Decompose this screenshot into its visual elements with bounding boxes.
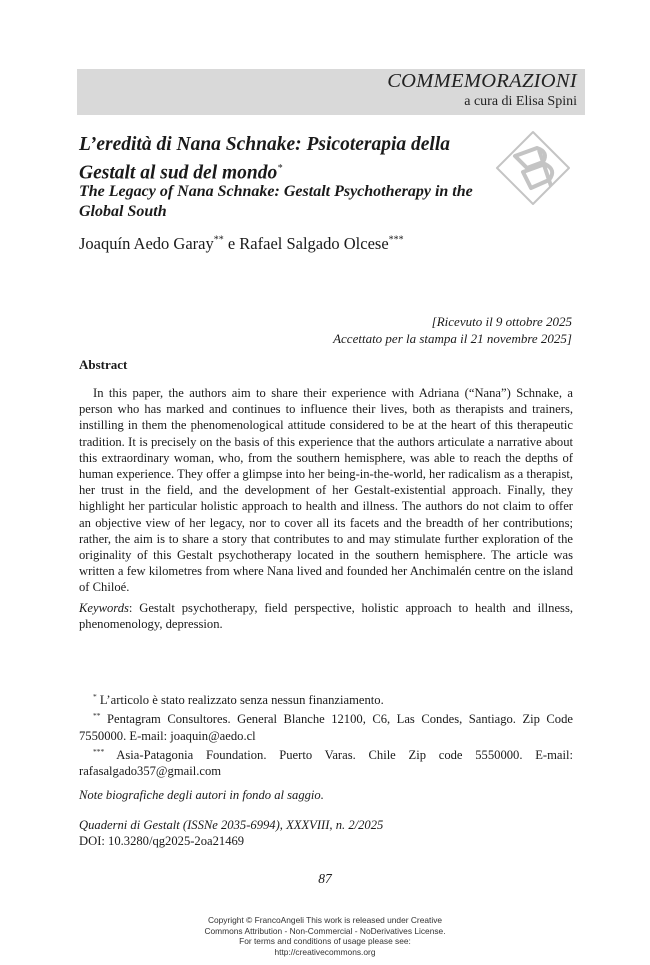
- authors-line: [79, 234, 404, 254]
- keywords: [79, 600, 573, 632]
- section-editor: a cura di Elisa Spini: [464, 94, 577, 109]
- footnote-mark: ***: [93, 746, 105, 756]
- footnotes: [79, 689, 573, 780]
- author-2-mark: ***: [388, 234, 404, 246]
- copyright-line: For terms and conditions of usage please see:: [239, 936, 411, 947]
- copyright-link: http://creativecommons.org: [274, 946, 376, 957]
- journal-citation: Quaderni di Gestalt (ISSNe 2035-6994), XXXVIII, n. 2/2025: [79, 818, 384, 832]
- article-title-italian: [79, 133, 499, 186]
- footnote-text: Asia-Patagonia Foundation. Puerto Varas. Chile Zip code 5550000. E-mail: rafasalgado357@gmail.com: [79, 748, 573, 779]
- copyright-notice: [0, 915, 650, 957]
- page-number: 87: [318, 871, 332, 886]
- author-conjunction: e: [223, 234, 240, 253]
- footnote-mark: *: [93, 692, 97, 701]
- author-1-mark: **: [213, 234, 224, 246]
- title-italian-text: L’eredità di Nana Schnake: Psicoterapia della Gestalt al sud del mondo: [79, 134, 451, 184]
- article-title-english: The Legacy of Nana Schnake: Gestalt Psychotherapy in the Global South: [79, 183, 473, 220]
- footnote-mark: **: [93, 711, 101, 721]
- section-title: COMMEMORAZIONI: [387, 70, 577, 92]
- footnote-text: Pentagram Consultores. General Blanche 12100, C6, Las Condes, Santiago. Zip Code 7550000. E-mail: joaquin@aedo.cl: [79, 712, 573, 743]
- author-1: Joaquín Aedo Garay: [79, 234, 214, 253]
- abstract-heading: Abstract: [79, 357, 128, 372]
- keywords-text: : Gestalt psychotherapy, field perspective, holistic approach to health and illness, phenomenology, depression.: [79, 601, 573, 632]
- journal-citation-block: [79, 817, 383, 849]
- abstract-text: In this paper, the authors aim to share their experience with Adriana (“Nana”) Schnake, a person who has marked and continues to influence their lives, both as therapists and trainers, instilling in them the phenomenological attitude considered to be at the heart of this therapeutic tradition. It is precisely on the basis of this experience that the authors articulate a narrative about this extraordinary woman, who, from the southern hemisphere, was able to reach the depths of human experience. They offer a glimpse into her being-in-the-world, her radicalism as a therapist, her trust in the field, and the development of her Gestalt-existential approach. Finally, they highlight her particular holistic approach to health and illness. The authors do not claim to offer an objective view of her legacy, nor to cover all its facets and the breadth of her contributions; rather, the aim is to share a story that contributes to and may stimulate further exploration of the originality of this Gestalt psychotherapy located in the southern hemisphere. The article was written a few kilometres from where Nana lived and founded her Anchimalén centre on the island of Chiloé.: [79, 386, 573, 595]
- section-header-band: [77, 69, 585, 115]
- footnote: [79, 708, 573, 744]
- copyright-line: Commons Attribution - Non-Commercial - NoDerivatives License.: [204, 925, 446, 936]
- author-2: Rafael Salgado Olcese: [239, 234, 389, 253]
- bio-note: Note biografiche degli autori in fondo al saggio.: [79, 788, 324, 802]
- keywords-label: Keywords: [79, 601, 129, 615]
- doi: DOI: 10.3280/qg2025-2oa21469: [79, 834, 245, 848]
- received-date: [Ricevuto il 9 ottobre 2025: [431, 314, 572, 329]
- submission-dates: [333, 313, 572, 347]
- title-footnote-mark: *: [277, 163, 283, 174]
- accepted-date: Accettato per la stampa il 21 novembre 2025]: [333, 331, 572, 346]
- publisher-monogram-logo-icon: [493, 128, 573, 208]
- footnote: [79, 689, 573, 708]
- footnote-text: L’articolo è stato realizzato senza nessun finanziamento.: [96, 693, 384, 708]
- footnote: [79, 744, 573, 780]
- copyright-line: Copyright © FrancoAngeli This work is released under Creative: [207, 915, 443, 925]
